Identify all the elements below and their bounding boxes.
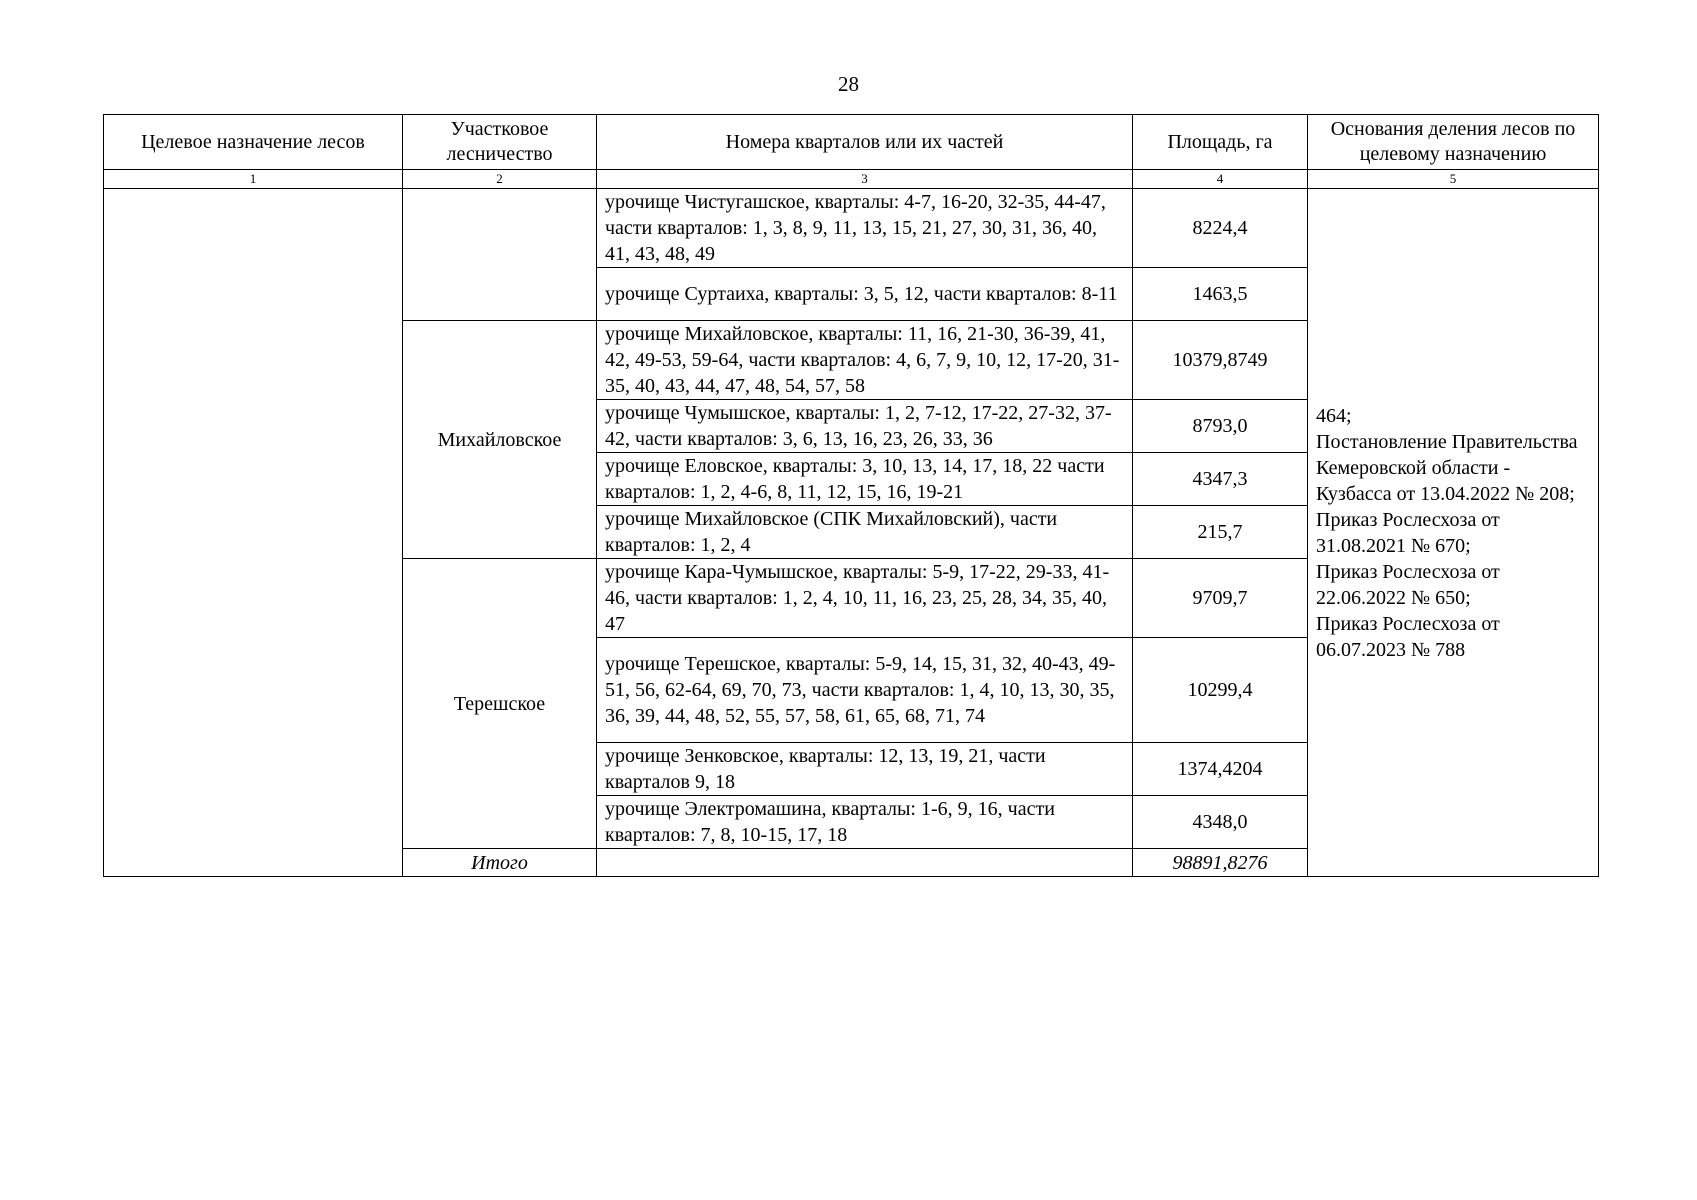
- header-forestry: Участковое лесничество: [403, 115, 597, 170]
- area-cell: 4347,3: [1133, 453, 1308, 506]
- basis-cell: [1308, 189, 1599, 877]
- area-cell: 8224,4: [1133, 189, 1308, 268]
- total-area: 98891,8276: [1133, 849, 1308, 877]
- quarters-cell: урочище Электромашина, кварталы: 1-6, 9, 16, части кварталов: 7, 8, 10-15, 17, 18: [597, 796, 1133, 849]
- column-number-row: [104, 170, 1599, 189]
- column-number: 1: [104, 170, 403, 189]
- area-cell: 1463,5: [1133, 268, 1308, 321]
- purpose-cell: [104, 189, 403, 877]
- header-row: [104, 115, 1599, 170]
- total-quarters-cell: [597, 849, 1133, 877]
- area-cell: 8793,0: [1133, 400, 1308, 453]
- header-basis: Основания деления лесов по целевому назначению: [1308, 115, 1599, 170]
- header-purpose: Целевое назначение лесов: [104, 115, 403, 170]
- basis-item: Постановление Правительства Кемеровской области - Кузбасса от 13.04.2022 № 208;: [1316, 430, 1578, 505]
- quarters-cell: урочище Кара-Чумышское, кварталы: 5-9, 17-22, 29-33, 41-46, части кварталов: 1, 2, 4, 10, 11, 16, 23, 25, 28, 34, 35, 40, 47: [597, 559, 1133, 638]
- table-row: [104, 189, 1599, 268]
- forestry-cell: Терешское: [403, 559, 597, 849]
- total-label: Итого: [403, 849, 597, 877]
- basis-item: Приказ Рослесхоза от 06.07.2023 № 788: [1316, 612, 1500, 661]
- quarters-cell: урочище Михайловское, кварталы: 11, 16, 21-30, 36-39, 41, 42, 49-53, 59-64, части кварталов: 4, 6, 7, 9, 10, 12, 17-20, 31-35, 40, 43, 44, 47, 48, 54, 57, 58: [597, 321, 1133, 400]
- area-cell: 10299,4: [1133, 638, 1308, 743]
- quarters-cell: урочище Еловское, кварталы: 3, 10, 13, 14, 17, 18, 22 части кварталов: 1, 2, 4-6, 8, 11, 12, 15, 16, 19-21: [597, 453, 1133, 506]
- quarters-cell: урочище Михайловское (СПК Михайловский), части кварталов: 1, 2, 4: [597, 506, 1133, 559]
- column-number: 5: [1308, 170, 1599, 189]
- header-quarters: Номера кварталов или их частей: [597, 115, 1133, 170]
- page-number: 28: [838, 72, 859, 96]
- area-cell: 215,7: [1133, 506, 1308, 559]
- quarters-cell: урочище Чумышское, кварталы: 1, 2, 7-12, 17-22, 27-32, 37-42, части кварталов: 3, 6, 13, 16, 23, 26, 33, 36: [597, 400, 1133, 453]
- quarters-cell: урочище Суртаиха, кварталы: 3, 5, 12, части кварталов: 8-11: [597, 268, 1133, 321]
- column-number: 4: [1133, 170, 1308, 189]
- column-number: 3: [597, 170, 1133, 189]
- area-cell: 10379,8749: [1133, 321, 1308, 400]
- quarters-cell: урочище Чистугашское, кварталы: 4-7, 16-20, 32-35, 44-47, части кварталов: 1, 3, 8, 9, 11, 13, 15, 21, 27, 30, 31, 36, 40, 41, 43, 48, 49: [597, 189, 1133, 268]
- forestry-cell: [403, 189, 597, 321]
- quarters-cell: урочище Терешское, кварталы: 5-9, 14, 15, 31, 32, 40-43, 49-51, 56, 62-64, 69, 70, 73, части кварталов: 1, 4, 10, 13, 30, 35, 36, 39, 44, 48, 52, 55, 57, 58, 61, 65, 68, 71, 74: [597, 638, 1133, 743]
- column-number: 2: [403, 170, 597, 189]
- basis-item: Приказ Рослесхоза от 31.08.2021 № 670;: [1316, 508, 1500, 557]
- forestry-cell: Михайловское: [403, 321, 597, 559]
- forest-purpose-table: [103, 114, 1599, 877]
- area-cell: 9709,7: [1133, 559, 1308, 638]
- quarters-cell: урочище Зенковское, кварталы: 12, 13, 19, 21, части кварталов 9, 18: [597, 743, 1133, 796]
- area-cell: 1374,4204: [1133, 743, 1308, 796]
- basis-item: Приказ Рослесхоза от 22.06.2022 № 650;: [1316, 560, 1500, 609]
- basis-item: 464;: [1316, 404, 1352, 427]
- area-cell: 4348,0: [1133, 796, 1308, 849]
- header-area: Площадь, га: [1133, 115, 1308, 170]
